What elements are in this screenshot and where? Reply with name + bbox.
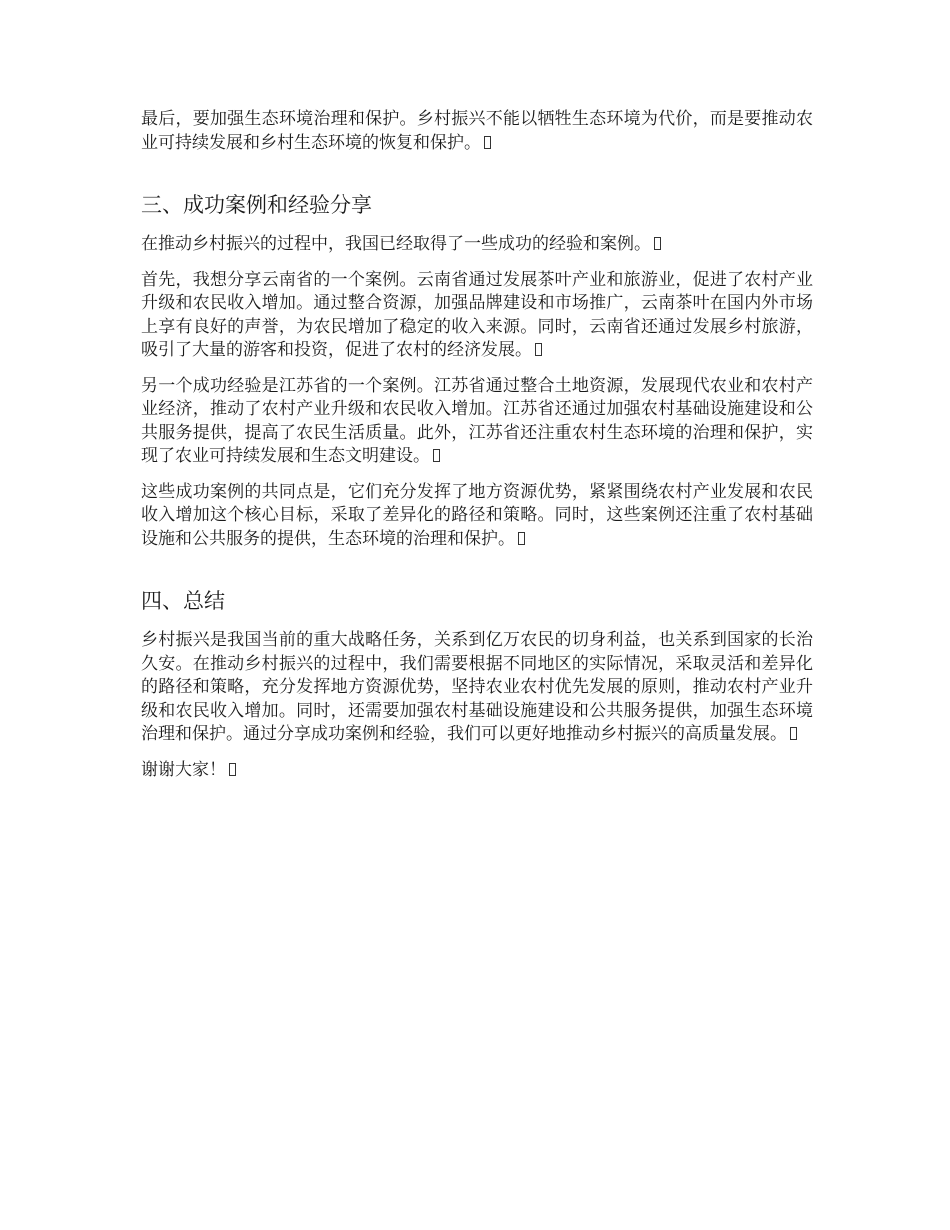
- paragraph-mark-icon: [654, 237, 661, 250]
- paragraph: 在推动乡村振兴的过程中，我国已经取得了一些成功的经验和案例。: [141, 233, 813, 257]
- paragraph-mark-icon: [229, 763, 236, 776]
- section-heading: 三、成功案例和经验分享: [141, 193, 372, 217]
- paragraph-mark-icon: [484, 136, 491, 149]
- paragraph: 谢谢大家！: [141, 759, 813, 783]
- paragraph: 乡村振兴是我国当前的重大战略任务，关系到亿万农民的切身利益，也关系到国家的长治久安。在推动乡村振兴的过程中，我们需要根据不同地区的实际情况，采取灵活和差异化的路径和策略，充分发挥地方资源优势，坚持农业农村优先发展的原则，推动农村产业升级和农民收入增加。同时，还需要加强农村基础设施建设和公共服务提供，加强生态环境治理和保护。通过分享成功案例和经验，我们可以更好地推动乡村振兴的高质量发展。: [141, 630, 813, 744]
- paragraph-mark-icon: [535, 343, 542, 356]
- paragraph: 最后，要加强生态环境治理和保护。乡村振兴不能以牺牲生态环境为代价，而是要推动农业可持续发展和乡村生态环境的恢复和保护。: [141, 109, 813, 153]
- paragraph: 另一个成功经验是江苏省的一个案例。江苏省通过整合土地资源，发展现代农业和农村产业经济，推动了农村产业升级和农民收入增加。江苏省还通过加强农村基础设施建设和公共服务提供，提高了农民生活质量。此外，江苏省还注重农村生态环境的治理和保护，实现了农业可持续发展和生态文明建设。: [141, 375, 813, 466]
- section-heading: 四、总结: [141, 589, 225, 613]
- paragraph-mark-icon: [518, 532, 525, 545]
- document-page: [141, 108, 813, 794]
- paragraph: 这些成功案例的共同点是，它们充分发挥了地方资源优势，紧紧围绕农村产业发展和农民收入增加这个核心目标，采取了差异化的路径和策略。同时，这些案例还注重了农村基础设施和公共服务的提供，生态环境的治理和保护。: [141, 481, 813, 549]
- paragraph: 首先，我想分享云南省的一个案例。云南省通过发展茶叶产业和旅游业，促进了农村产业升级和农民收入增加。通过整合资源，加强品牌建设和市场推广，云南茶叶在国内外市场上享有良好的声誉，为农民增加了稳定的收入来源。同时，云南省还通过发展乡村旅游，吸引了大量的游客和投资，促进了农村的经济发展。: [141, 269, 813, 360]
- paragraph-mark-icon: [433, 449, 440, 462]
- paragraph-mark-icon: [790, 727, 797, 740]
